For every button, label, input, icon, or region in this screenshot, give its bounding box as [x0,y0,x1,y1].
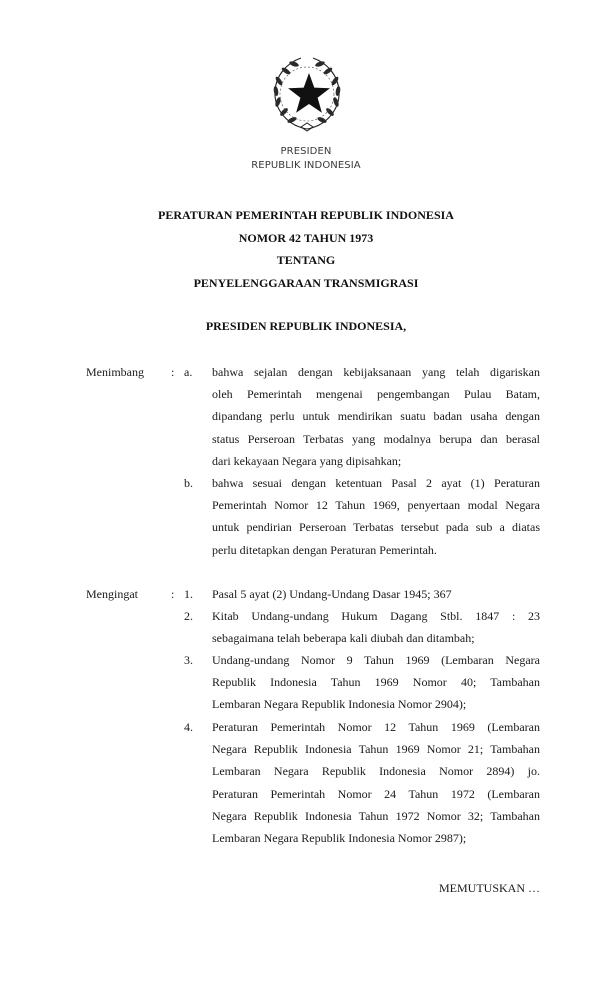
institution-label-line2: REPUBLIK INDONESIA [251,160,361,171]
text-line: Peraturan Pemerintah Nomor 12 Tahun 1969 (Lembaran [212,720,540,734]
text-line: Peraturan Pemerintah Nomor 24 Tahun 1972 (Lembaran [212,786,540,801]
text-line: Negara Republik Indonesia Tahun 1972 Nomor 32; Tambahan [212,808,540,823]
text-line: Kitab Undang-undang Hukum Dagang Stbl. 1847 : 23 [212,609,540,623]
regulation-subject: PENYELENGGARAAN TRANSMIGRASI [193,276,419,290]
mengingat-label: Mengingat [86,587,138,601]
text-line: Pemerintah Nomor 12 Tahun 1969, penyertaan modal Negara [212,498,540,513]
text-line: status Perseroan Terbatas yang modalnya berupa dan berasal [212,431,540,446]
mengingat-item-2-text [212,605,540,649]
text-line: dari kekayaan Negara yang dipisahkan; [212,453,402,468]
text-line: Pasal 5 ayat (2) Undang-Undang Dasar 1945; 367 [212,587,452,601]
mengingat-item-marker-2: 2. [184,609,193,623]
presidential-emblem-icon [271,55,343,133]
text-line: untuk pendirian Perseroan Terbatas tersebut pada sub a diatas [212,520,540,535]
text-line: Lembaran Negara Republik Indonesia Nomor 2894) jo. [212,764,540,779]
text-line: perlu ditetapkan dengan Peraturan Pemerintah. [212,542,437,557]
mengingat-item-marker-1: 1. [184,587,193,601]
text-line: Lembaran Negara Republik Indonesia Nomor 2987); [212,831,467,846]
mengingat-item-4-text [212,716,540,849]
mengingat-item-1-text [212,583,540,605]
mengingat-item-3-text [212,649,540,716]
text-line: Lembaran Negara Republik Indonesia Nomor 2904); [212,697,467,712]
text-line: oleh Pemerintah mengenai pengembangan Pulau Batam, [212,387,540,402]
continuation-marker: MEMUTUSKAN … [438,881,540,895]
issuer-heading: PRESIDEN REPUBLIK INDONESIA, [205,319,407,333]
regulation-number: NOMOR 42 TAHUN 1973 [238,231,374,245]
text-line: bahwa sesuai dengan ketentuan Pasal 2 ayat (1) Peraturan [212,476,540,490]
text-line: dipandang perlu untuk mendirikan suatu badan usaha dengan [212,409,540,424]
regulation-about-label: TENTANG [276,253,336,267]
mengingat-item-marker-3: 3. [184,653,193,667]
mengingat-colon: : [171,587,175,601]
mengingat-item-marker-4: 4. [184,720,193,734]
institution-label-line1: PRESIDEN [280,146,332,157]
menimbang-label: Menimbang [86,365,144,379]
text-line: Republik Indonesia Tahun 1969 Nomor 40; Tambahan [212,675,540,690]
regulation-title: PERATURAN PEMERINTAH REPUBLIK INDONESIA [158,208,454,222]
menimbang-item-a-text [212,361,540,472]
text-line: bahwa sejalan dengan kebijaksanaan yang telah digariskan [212,365,540,379]
menimbang-item-marker-a: a. [184,365,193,379]
text-line: Negara Republik Indonesia Tahun 1969 Nomor 21; Tambahan [212,742,540,757]
menimbang-item-b-text [212,472,540,561]
text-line: Undang-undang Nomor 9 Tahun 1969 (Lembaran Negara [212,653,540,667]
menimbang-colon: : [171,365,175,379]
text-line: sebagaimana telah beberapa kali diubah dan ditambah; [212,631,475,646]
menimbang-item-marker-b: b. [184,476,193,490]
